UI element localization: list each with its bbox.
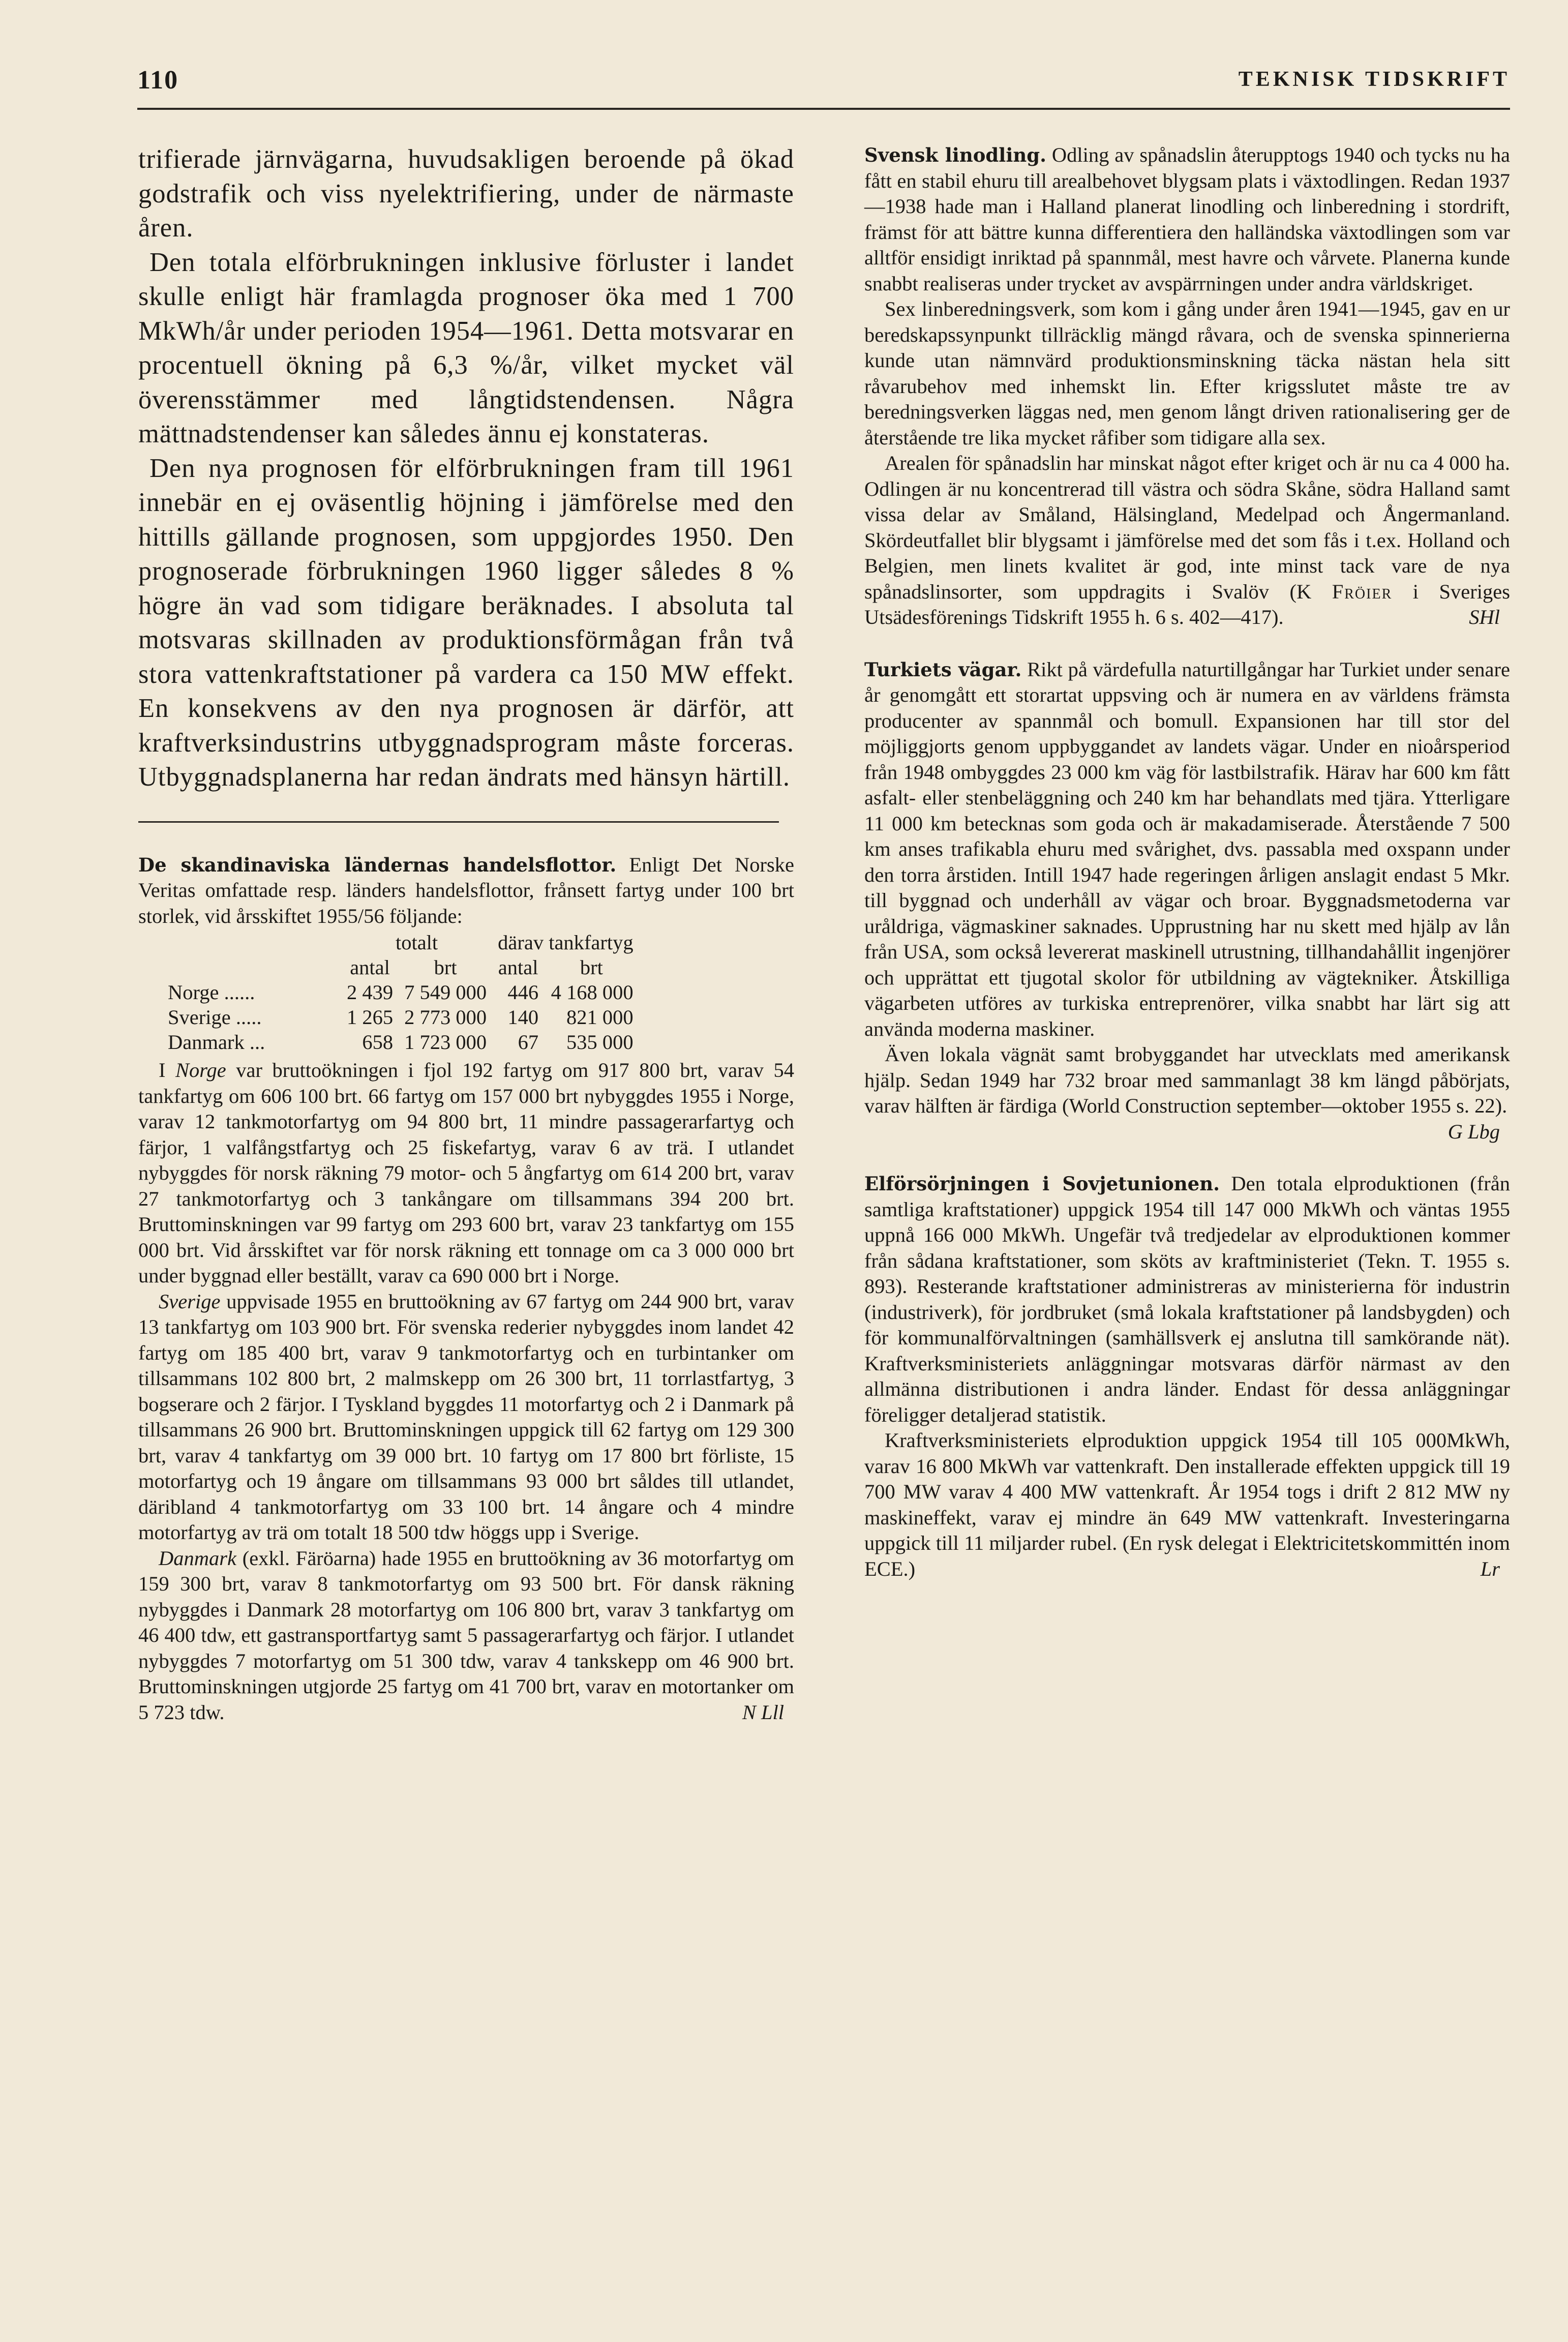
- col-tank-brt: brt: [580, 956, 603, 979]
- danmark-paragraph: [138, 1546, 794, 1726]
- signature-line: [864, 1119, 1510, 1145]
- sovjet-paragraph: [864, 1171, 1510, 1428]
- turkiet-paragraph: Även lokala vägnät samt brobyggandet har utvecklats med amerikansk hjälp. Sedan 1949 har 732 broar med sammanlagt 38 km längd påbörjats, varav hälften är färdiga (World Construction september—oktober 1955 s. 22).: [864, 1043, 1510, 1117]
- fleet-table-col-header: [168, 955, 634, 980]
- group-total-header: totalt: [395, 931, 438, 954]
- col-tank-antal: antal: [498, 956, 538, 979]
- brt-cell: 2 773 000: [404, 1006, 487, 1029]
- article-paragraph: Den totala elförbrukningen inklusive förluster i landet skulle enligt här framlagda prognoser öka med 1 700 MkWh/år under perioden 1954—1961. Detta motsvarar en procentuell ökning på 6,3 %/år, vilket mycket väl överensstämmer med långtidstendensen. Några mättnadstendenser kan således ännu ej konstateras.: [138, 247, 794, 448]
- fleet-intro: [138, 852, 794, 929]
- linodling-heading: Svensk linodling.: [864, 144, 1047, 166]
- sovjet-article: [864, 1171, 1510, 1582]
- fleet-heading: De skandinaviska ländernas handelsflottor.: [138, 853, 617, 876]
- fleet-table-group-header: [168, 930, 634, 955]
- page-header: [137, 65, 1510, 106]
- table-row: [168, 1005, 634, 1030]
- linodling-paragraph: [864, 142, 1510, 296]
- tank-brt-cell: 821 000: [566, 1006, 634, 1029]
- author-signature: N Lll: [742, 1700, 784, 1724]
- turkiet-text: Rikt på värdefulla naturtillgångar har Turkiet under senare år genomgått ett storartat uppsving och är numera en av världens främsta producenter av spannmål och bomull. Expansionen har till stor del möjliggjorts genom uppbyggandet av landets vägar. Under en nioårsperiod från 1948 ombyggdes 23 000 km väg för lastbilstrafik. Härav har 600 km fått asfalt- eller stenbeläggning och 240 km har behandlats med tjära. Ytterligare 11 000 km betecknas som goda och är makadamiserade. Återstående 7 500 km anses trafikabla ehuru med svårighet, dvs. passabla med oxspann under den torra årstiden. Intill 1947 hade regeringen årligen anslagit endast 5 Mkr. till byggnad och underhåll av vägar och broar. Byggnadsmetoderna var uråldriga, vägmaskiner saknades. Upprustning har nu skett med hjälp av lån från USA, som också levererat maskinell utrustning, tillhandahållit ingenjörer och upprättat ett tjugotal skolor för utbildning av vägtekniker. Åtskilliga vägarbeten utföres av turkiska entreprenörer, vilka snabbt har lärt sig att använda moderna maskiner.: [864, 657, 1510, 1040]
- col-brt: brt: [434, 956, 457, 979]
- linodling-paragraph: [864, 451, 1510, 630]
- linodling-text: Odling av spånadslin återupptogs 1940 och tycks nu ha fått en stabil ehuru till arealbehovet blygsam plats i växtodlingen. Redan 1937—1938 hade man i Halland planerat linodling och linberedning i stordrift, främst för att bättre kunna differentiera den halländska växtodlingen som var alltför ensidigt inriktad på spannmål, mest havre och vårvete. Planerna kunde snabbt realiseras under trycket av avspärrningen under andra världskriget.: [864, 143, 1510, 295]
- author-signature: SHl: [1469, 606, 1500, 628]
- turkiet-article: [864, 657, 1510, 1145]
- antal-cell: 658: [362, 1031, 394, 1054]
- brt-cell: 1 723 000: [404, 1031, 487, 1054]
- sovjet-text: Kraftverksministeriets elproduktion uppgick 1954 till 105 000MkWh, varav 16 800 MkWh var vattenkraft. Den installerade effekten uppgick till 19 700 MW varav 4 400 MW vattenkraft. År 1954 togs i drift 2 812 MW ny maskineffekt, varav ej mindre än 649 MW vattenkraft. Investeringarna uppgick till 11 miljarder rubel. (En rysk delegat i Elektricitetskommittén inom ECE.): [864, 1429, 1510, 1580]
- tank-antal-cell: 140: [507, 1006, 539, 1029]
- country-cell: Danmark ...: [168, 1031, 265, 1054]
- section-spacer: [864, 1145, 1510, 1171]
- sverige-paragraph: [138, 1289, 794, 1546]
- danmark-text: (exkl. Färöarna) hade 1955 en bruttoökning av 36 motorfartyg om 159 300 brt, varav 8 tankmotorfartyg om 93 500 brt. För dansk räkning nybyggdes i Danmark 28 motorfartyg om 106 800 brt, varav 3 tankfartyg om 46 400 tdw, ett gastransportfartyg samt 5 passagerarfartyg och färjor. I utlandet nybyggdes 7 motorfartyg om 51 300 tdw, varav 4 tankskepp om 46 900 brt. Bruttominskningen utgjorde 25 fartyg om 41 700 brt, varav en motortanker om 5 723 tdw.: [138, 1546, 794, 1724]
- sovjet-text: Den totala elproduktionen (från samtliga kraftstationer) uppgick 1954 till 147 000 MkWh och väntas 1955 uppnå 166 000 MkWh. Ungefär två tredjedelar av elproduktionen kommer från sådana kraftstationer, som sköts av kraftministeriet (Tekn. T. 1955 s. 893). Resterande kraftstationer administreras av ministerierna för industrin (industriverk), för jordbruket (små lokala kraftstationer på landsbygden) och för kommunalförvaltningen (samhällsverk ej anslutna till samkörande nät). Kraftverksministeriets anläggningar motsvaras därför närmast av den allmänna distributionen i andra länder. Endast för dessa anläggningar föreligger detaljerad statistik.: [864, 1172, 1510, 1426]
- section-spacer: [864, 630, 1510, 657]
- tank-antal-cell: 67: [518, 1031, 539, 1054]
- tank-antal-cell: 446: [507, 981, 539, 1004]
- sovjet-heading: Elförsörjningen i Sovjetunionen.: [864, 1173, 1220, 1195]
- brt-cell: 7 549 000: [404, 981, 487, 1004]
- sverige-country: Sverige: [159, 1289, 221, 1313]
- electricity-forecast-article: [138, 142, 794, 795]
- country-cell: Norge ......: [168, 981, 255, 1004]
- sverige-text: uppvisade 1955 en bruttoökning av 67 fartyg om 244 900 brt, varav 13 tankfartyg om 103 900 brt. För svenska rederier nybyggdes inom landet 42 fartyg om 185 400 brt, varav 9 tankmotorfartyg och en turbintanker om tillsammans 102 800 brt, 2 malmskepp om 26 300 brt, 11 torrlastfartyg, 3 bogserare och 2 färjor. I Tyskland byggdes 11 motorfartyg och 2 i Danmark på tillsammans 26 900 brt. Bruttominskningen uppgick till 62 fartyg om 129 300 brt, varav 4 tankfartyg om 39 000 brt. 10 fartyg om 17 800 brt förliste, 15 motorfartyg och 19 ångare om tillsammans 93 000 brt såldes till utlandet, däribland 4 tankmotorfartyg om 33 100 brt. 14 ångare och 4 mindre motorfartyg av trä om totalt 18 500 tdw höggs upp i Sverige.: [138, 1289, 794, 1544]
- antal-cell: 2 439: [347, 981, 394, 1004]
- header-rule: [137, 108, 1510, 110]
- col-antal: antal: [350, 956, 390, 979]
- danmark-country: Danmark: [159, 1546, 236, 1570]
- country-cell: Sverige .....: [168, 1006, 262, 1029]
- article-paragraph: trifierade järnvägarna, huvudsakligen beroende på ökad godstrafik och viss nyelektrifiering, under de närmaste åren.: [138, 144, 794, 243]
- table-row: [168, 980, 634, 1005]
- linodling-paragraph: Sex linberedningsverk, som kom i gång under åren 1941—1945, gav en ur beredskapssynpunkt tillräcklig mängd råvara, och de svenska spinnerierna kunde utan nämnvärd produktionsminskning täcka nästan hela sitt råvarubehov med inhemskt lin. Efter krigsslutet måste tre av beredningsverken läggas ned, men genom långt driven rationalisering ger de återstående tre lika mycket råfiber som tidigare alla sex.: [864, 297, 1510, 449]
- linodling-text: Arealen för spånadslin har minskat något efter kriget och är nu ca 4 000 ha. Odlingen är nu koncentrerad till västra och södra Skåne, södra Halland samt vissa delar av Småland, Hälsingland, Medelpad och Ångermanland. Skördeutfallet blir blygsamt i jämförelse med det som fås i t.ex. Holland och Belgien, men linets kvalitet är god, inte minst tack vare de nya spånadslinsorter, som uppdragits i Svalöv (K: [864, 452, 1510, 603]
- cited-author: Fröier: [1332, 580, 1393, 603]
- fleet-table: [168, 930, 634, 1055]
- linodling-text: i Sveriges Utsädesförenings Tidskrift 1955 h. 6 s. 402—417).: [864, 580, 1510, 628]
- sovjet-paragraph: [864, 1428, 1510, 1582]
- antal-cell: 1 265: [347, 1006, 394, 1029]
- author-signature: G Lbg: [1448, 1120, 1500, 1143]
- journal-title: TEKNISK TIDSKRIFT: [1238, 68, 1510, 91]
- section-divider: [138, 821, 779, 823]
- linodling-article: [864, 142, 1510, 630]
- norge-country: Norge: [175, 1059, 226, 1082]
- group-tank-header: därav tankfartyg: [498, 931, 634, 954]
- norge-paragraph: [138, 1058, 794, 1289]
- fleet-article: [138, 852, 794, 1726]
- page-number: 110: [137, 66, 179, 95]
- norge-text: var bruttoökningen i fjol 192 fartyg om 917 800 brt, varav 54 tankfartyg om 606 100 brt. 66 fartyg om 157 000 brt nybyggdes 1955 i Norge, varav 12 tankmotorfartyg om 94 800 brt, 11 mindre passagerarfartyg och färjor, 1 valfångstfartyg och 25 fiskefartyg, varav 6 av trä. I utlandet nybyggdes för norsk räkning 79 motor- och 5 ångfartyg om 614 200 brt, varav 27 tankmotorfartyg och 3 tankångare om tillsammans 394 200 brt. Bruttominskningen var 99 fartyg om 293 600 brt, varav 23 tankfartyg om 155 000 brt. Vid årsskiftet var för norsk räkning ett tonnage om ca 3 000 000 brt under byggnad eller beställt, varav ca 690 000 brt i Norge.: [138, 1059, 794, 1287]
- article-paragraph: Den nya prognosen för elförbrukningen fram till 1961 innebär en ej oväsentlig höjning i jämförelse med den hittills gällande prognosen, som uppgjordes 1950. Den prognoserade förbrukningen 1960 ligger således 8 % högre än vad som tidigare beräknades. I absoluta tal motsvaras skillnaden av produktionsförmågan från två stora vattenkraftstationer på vardera ca 150 MW effekt. En konsekvens av den nya prognosen är därför, att kraftverksindustrins utbyggnadsprogram måste forceras. Utbyggnadsplanerna har redan ändrats med hänsyn härtill.: [138, 453, 794, 792]
- tank-brt-cell: 535 000: [566, 1031, 634, 1054]
- fleet-intro-text: Enligt Det Norske Veritas omfattade resp. länders handelsflottor, frånsett fartyg under 100 brt storlek, vid årsskiftet 1955/56 följande:: [138, 853, 794, 927]
- turkiet-heading: Turkiets vägar.: [864, 658, 1022, 681]
- table-row: [168, 1030, 634, 1055]
- tank-brt-cell: 4 168 000: [551, 981, 634, 1004]
- norge-lead: I: [159, 1059, 176, 1082]
- left-column: [138, 142, 794, 1725]
- right-column: [864, 142, 1510, 1582]
- turkiet-paragraph: [864, 657, 1510, 1042]
- author-signature: Lr: [1480, 1557, 1500, 1580]
